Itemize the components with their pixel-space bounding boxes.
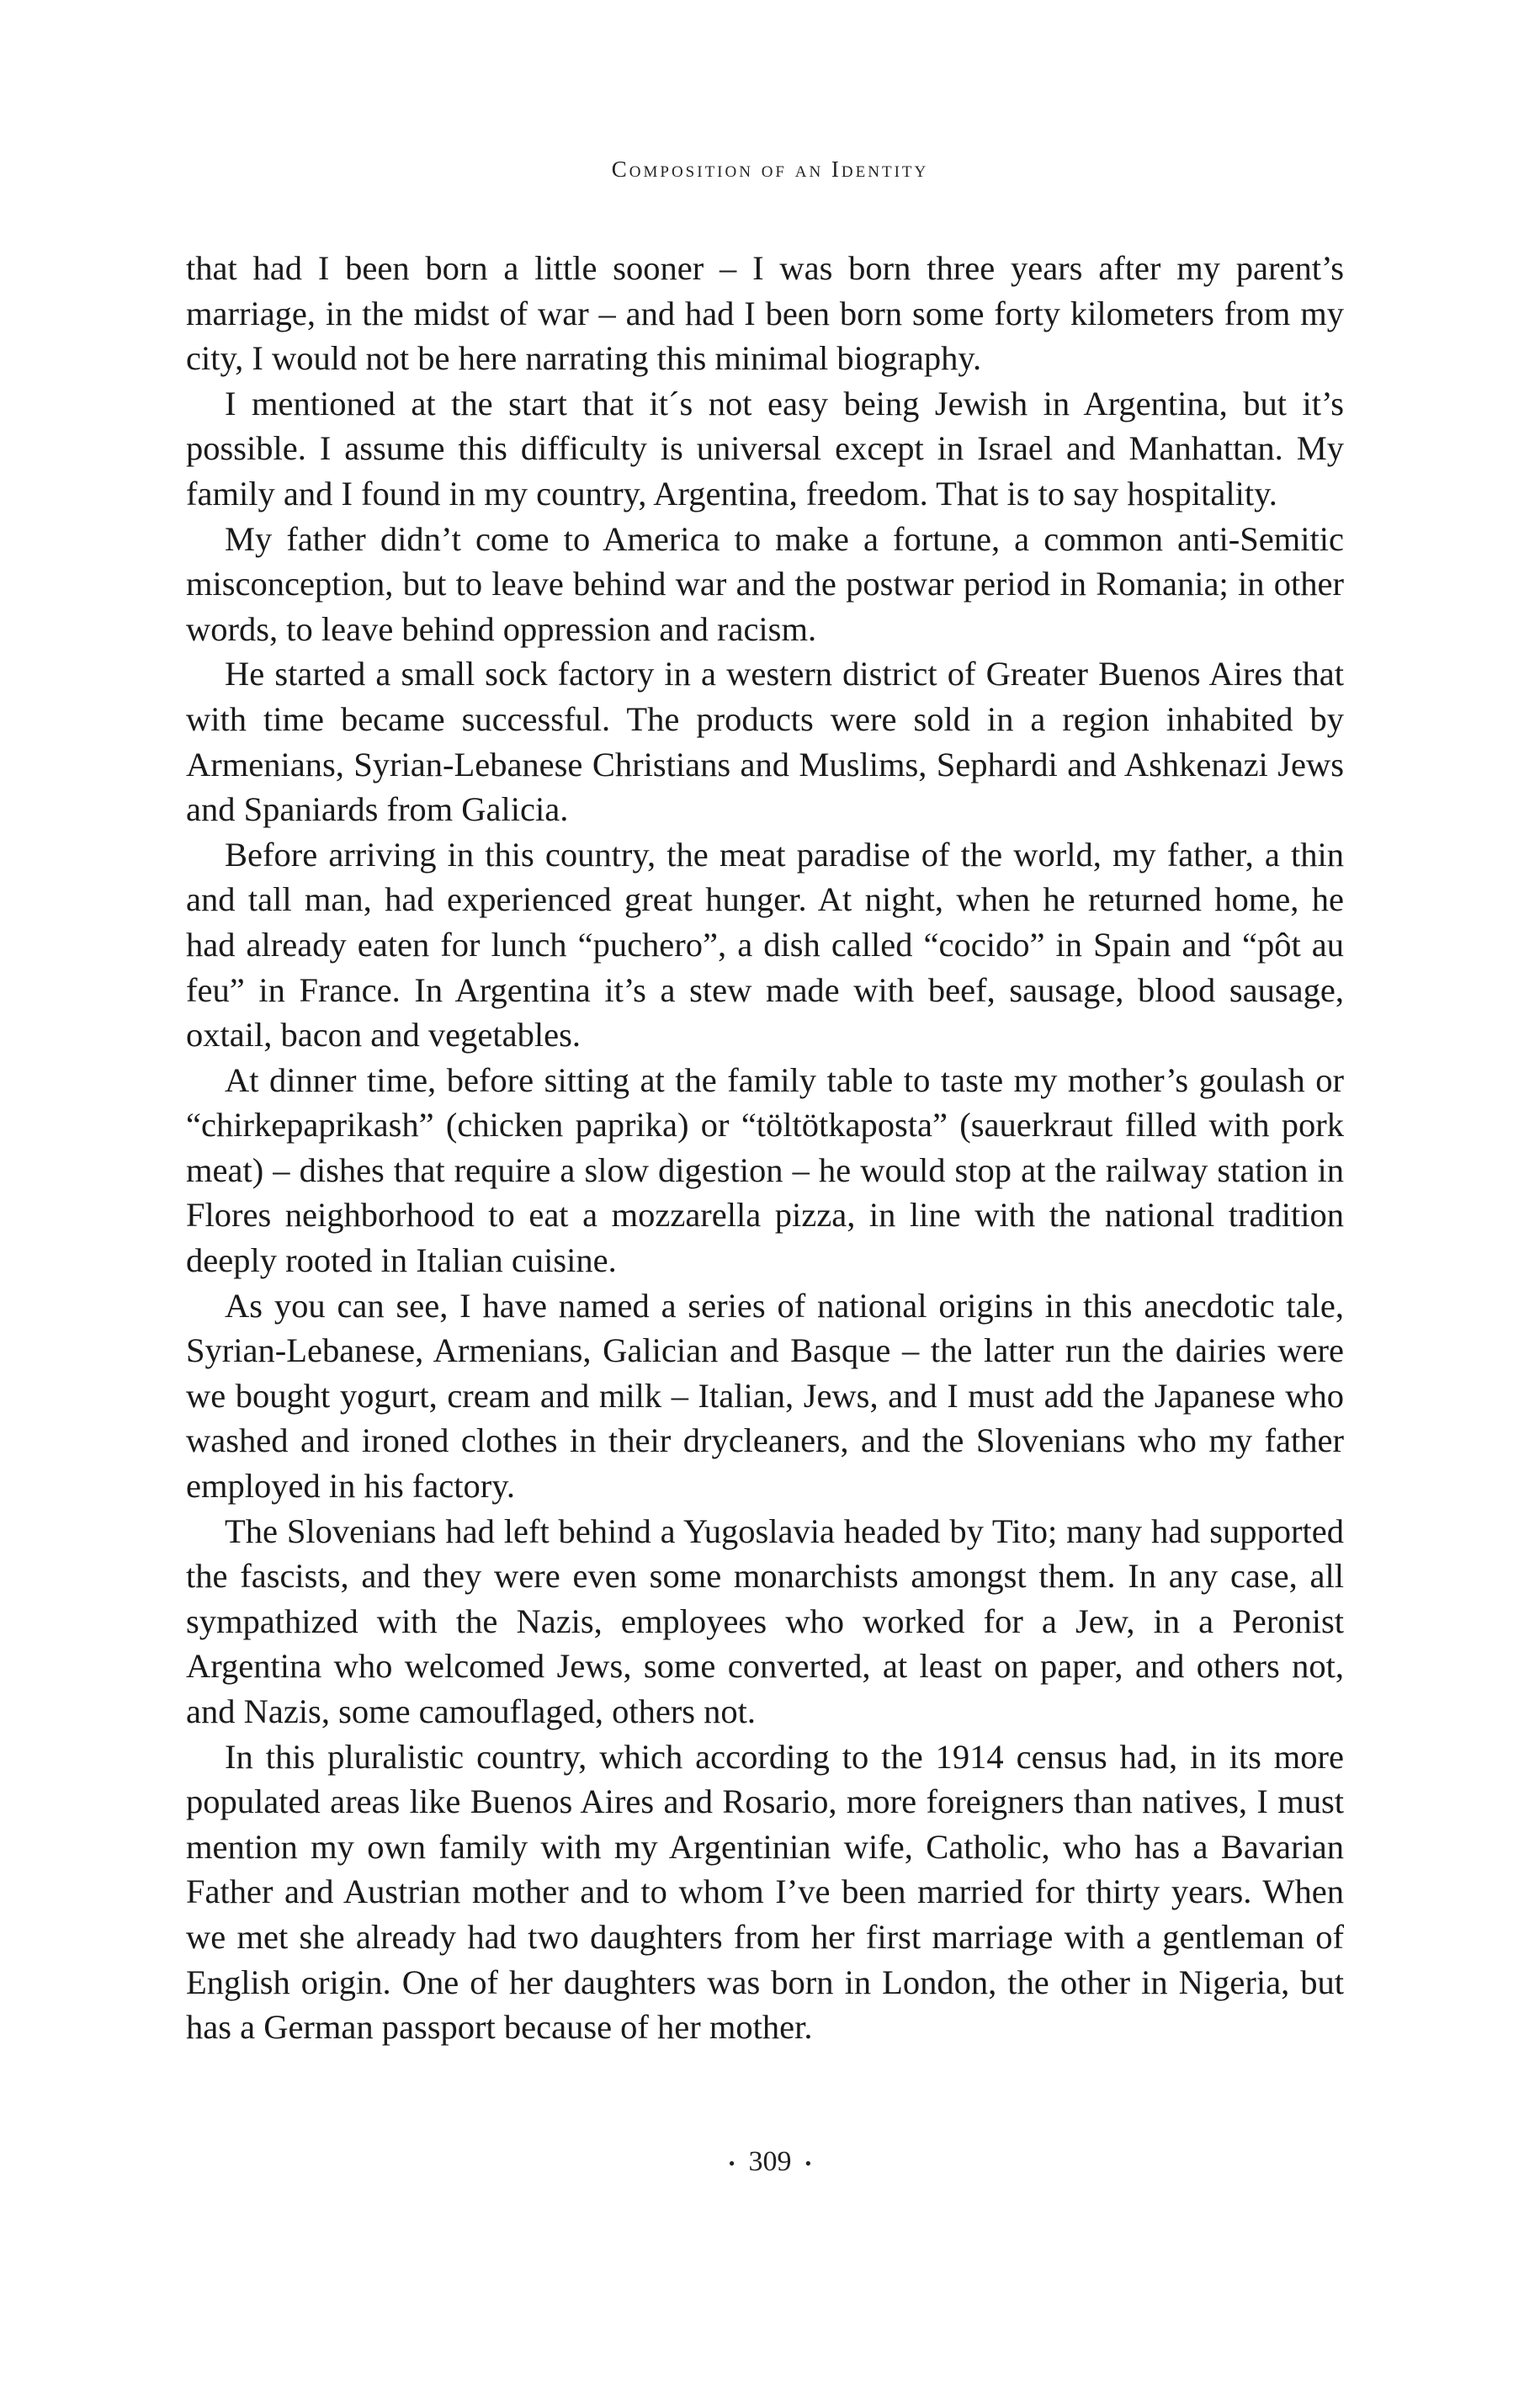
page-number-footer xyxy=(0,2146,1540,2178)
running-head: Composition of an Identity xyxy=(611,157,929,182)
paragraph: that had I been born a little sooner – I was born three years after my parent’s marriage, in the midst of war – and had I been born some forty kilometers from my city, I would not be here narrating this minimal biography. xyxy=(186,249,1344,378)
paragraph: Before arriving in this country, the meat paradise of the world, my father, a thin and tall man, had experienced great hunger. At night, when he returned home, he had already eaten for lunch “puchero”, a dish called “cocido” in Spain and “pôt au feu” in France. In Argentina it’s a stew made with beef, sausage, blood sausage, oxtail, bacon and vegetables. xyxy=(186,835,1344,1054)
paragraph: In this pluralistic country, which according to the 1914 census had, in its more populated areas like Buenos Aires and Rosario, more foreigners than natives, I must mention my own family with my Argentinian wife, Catholic, who has a Bavarian Father and Austrian mother and to whom I’ve been married for thirty years. When we met she already had two daughters from her first marriage with a gentleman of English origin. One of her daughters was born in London, the other in Nigeria, but has a German passport because of her mother. xyxy=(186,1737,1344,2047)
page-number: 309 xyxy=(748,2146,792,2177)
bullet-ornament-right: • xyxy=(805,2153,812,2175)
body-text xyxy=(186,246,1344,2050)
paragraph: He started a small sock factory in a western district of Greater Buenos Aires that with time became successful. The products were sold in a region inhabited by Armenians, Syrian-Lebanese Christians and Muslims, Sephardi and Ashkenazi Jews and Spaniards from Galicia. xyxy=(186,655,1344,829)
paragraph: The Slovenians had left behind a Yugoslavia headed by Tito; many had supported the fascists, and they were even some monarchists amongst them. In any case, all sympathized with the Nazis, employees who worked for a Jew, in a Peronist Argentina who welcomed Jews, some converted, at least on paper, and others not, and Nazis, some camouflaged, others not. xyxy=(186,1511,1344,1730)
paragraph: I mentioned at the start that it´s not easy being Jewish in Argentina, but it’s possible. I assume this difficulty is universal except in Israel and Manhattan. My family and I found in my country, Argentina, freedom. That is to say hospitality. xyxy=(186,384,1344,513)
paragraph: My father didn’t come to America to make a fortune, a common anti-Semitic misconception, but to leave behind war and the postwar period in Romania; in other words, to leave behind oppression and racism. xyxy=(186,519,1344,648)
bullet-ornament-left: • xyxy=(728,2153,735,2175)
paragraph: At dinner time, before sitting at the family table to taste my mother’s goulash or “chirkepaprikash” (chicken paprika) or “töltötkaposta” (sauerkraut filled with pork meat) – dishes that require a slow digestion – he would stop at the railway station in Flores neighborhood to eat a mozzarella pizza, in line with the national tradition deeply rooted in Italian cuisine. xyxy=(186,1060,1344,1280)
paragraph: As you can see, I have named a series of national origins in this anecdotic tale, Syrian-Lebanese, Armenians, Galician and Basque – the latter run the dairies were we bought yogurt, cream and milk – Italian, Jews, and I must add the Japanese who washed and ironed clothes in their drycleaners, and the Slovenians who my father employed in his factory. xyxy=(186,1286,1344,1506)
